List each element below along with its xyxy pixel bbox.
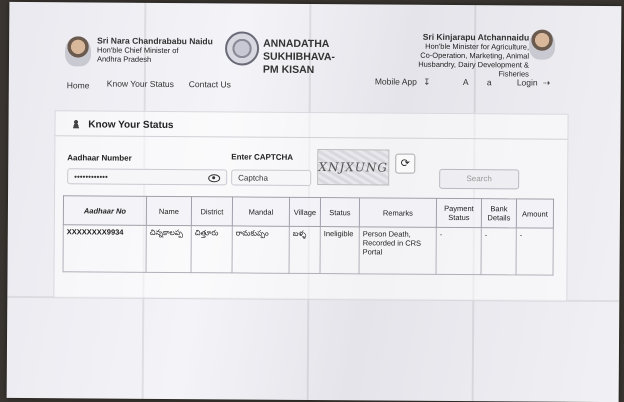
brand-line-1: ANNADATHA SUKHIBHAVA- — [262, 37, 336, 64]
aadhaar-label: Aadhaar Number — [67, 153, 132, 163]
captcha-image: XNJXUNG — [317, 149, 389, 186]
right-leader-title-3: Husbandry, Dairy Development & Fisheries — [418, 59, 529, 79]
card-title — [71, 119, 173, 131]
mobile-app-label: Mobile App — [374, 76, 417, 87]
cell-remarks: Person Death, Recorded in CRS Portal — [359, 227, 436, 275]
cell-mandal: రామకుప్పం — [232, 226, 289, 273]
right-leader-title-2: Co-Operation, Marketing, Animal — [420, 50, 530, 61]
eye-icon[interactable] — [208, 174, 220, 182]
nav-know-status-link[interactable]: Know Your Status — [106, 78, 174, 90]
cell-name: చిన్నకాలప్ప — [146, 225, 191, 272]
header-payment-status: Payment Status — [436, 198, 481, 227]
right-leader-info — [411, 33, 529, 79]
header-bank-details: Bank Details — [481, 199, 516, 228]
aadhaar-input[interactable] — [67, 168, 227, 185]
status-table — [63, 195, 555, 275]
state-emblem-icon — [225, 31, 259, 65]
cell-amount: - — [516, 228, 553, 275]
download-icon: ↧ — [423, 76, 431, 87]
mobile-app-link[interactable] — [375, 76, 431, 87]
login-arrow-icon: ⇢ — [542, 77, 551, 88]
header-mandal: Mandal — [232, 197, 289, 226]
header-aadhaar-no: Aadhaar No — [63, 196, 146, 226]
aadhaar-input-value: •••••••••••• — [74, 172, 108, 182]
paper-sheet — [7, 2, 622, 402]
cell-payment-status: - — [436, 227, 481, 274]
header-name: Name — [146, 196, 191, 225]
search-button[interactable]: Search — [439, 169, 519, 190]
font-decrease-button[interactable]: a — [486, 77, 492, 88]
login-link[interactable] — [517, 77, 550, 88]
refresh-icon: ⟳ — [400, 157, 410, 170]
captcha-input[interactable]: Captcha — [231, 169, 311, 186]
know-status-card — [53, 110, 568, 302]
left-leader-name: Sri Nara Chandrababu Naidu — [97, 35, 213, 47]
nav-home-link[interactable]: Home — [66, 80, 90, 91]
login-label: Login — [516, 77, 538, 88]
cm-photo-avatar — [65, 36, 91, 66]
table-header-row — [63, 196, 553, 228]
header-village: Village — [289, 197, 320, 226]
header-district: District — [191, 197, 232, 226]
captcha-label: Enter CAPTCHA — [231, 152, 294, 162]
nav-contact-link[interactable]: Contact Us — [188, 79, 231, 90]
left-leader-info — [97, 36, 217, 64]
site-header — [9, 22, 621, 79]
cell-aadhaar-no: XXXXXXXX9934 — [63, 225, 146, 273]
left-leader-title-1: Hon'ble Chief Minister of — [97, 45, 179, 56]
cell-village: బళ్ళ — [289, 226, 320, 273]
refresh-captcha-button[interactable] — [395, 154, 415, 174]
site-brand[interactable] — [263, 38, 383, 78]
left-leader-title-2: Andhra Pradesh — [96, 54, 152, 64]
cell-district: చిత్తూరు — [191, 226, 232, 273]
font-increase-button[interactable]: A — [462, 77, 469, 88]
card-divider — [55, 135, 567, 140]
header-remarks: Remarks — [359, 198, 436, 228]
right-leader-name: Sri Kinjarapu Atchannaidu — [422, 31, 530, 43]
header-status: Status — [320, 198, 359, 227]
header-amount: Amount — [516, 199, 553, 228]
card-title-text: Know Your Status — [88, 119, 174, 132]
cell-status: Ineligible — [320, 227, 359, 274]
cell-bank-details: - — [481, 228, 516, 275]
right-leader-title-1: Hon'ble Minister for Agriculture, — [425, 41, 530, 52]
person-icon — [72, 119, 81, 128]
table-row — [63, 225, 553, 275]
brand-line-2: PM KISAN — [262, 63, 315, 76]
minister-photo-avatar — [529, 29, 555, 59]
